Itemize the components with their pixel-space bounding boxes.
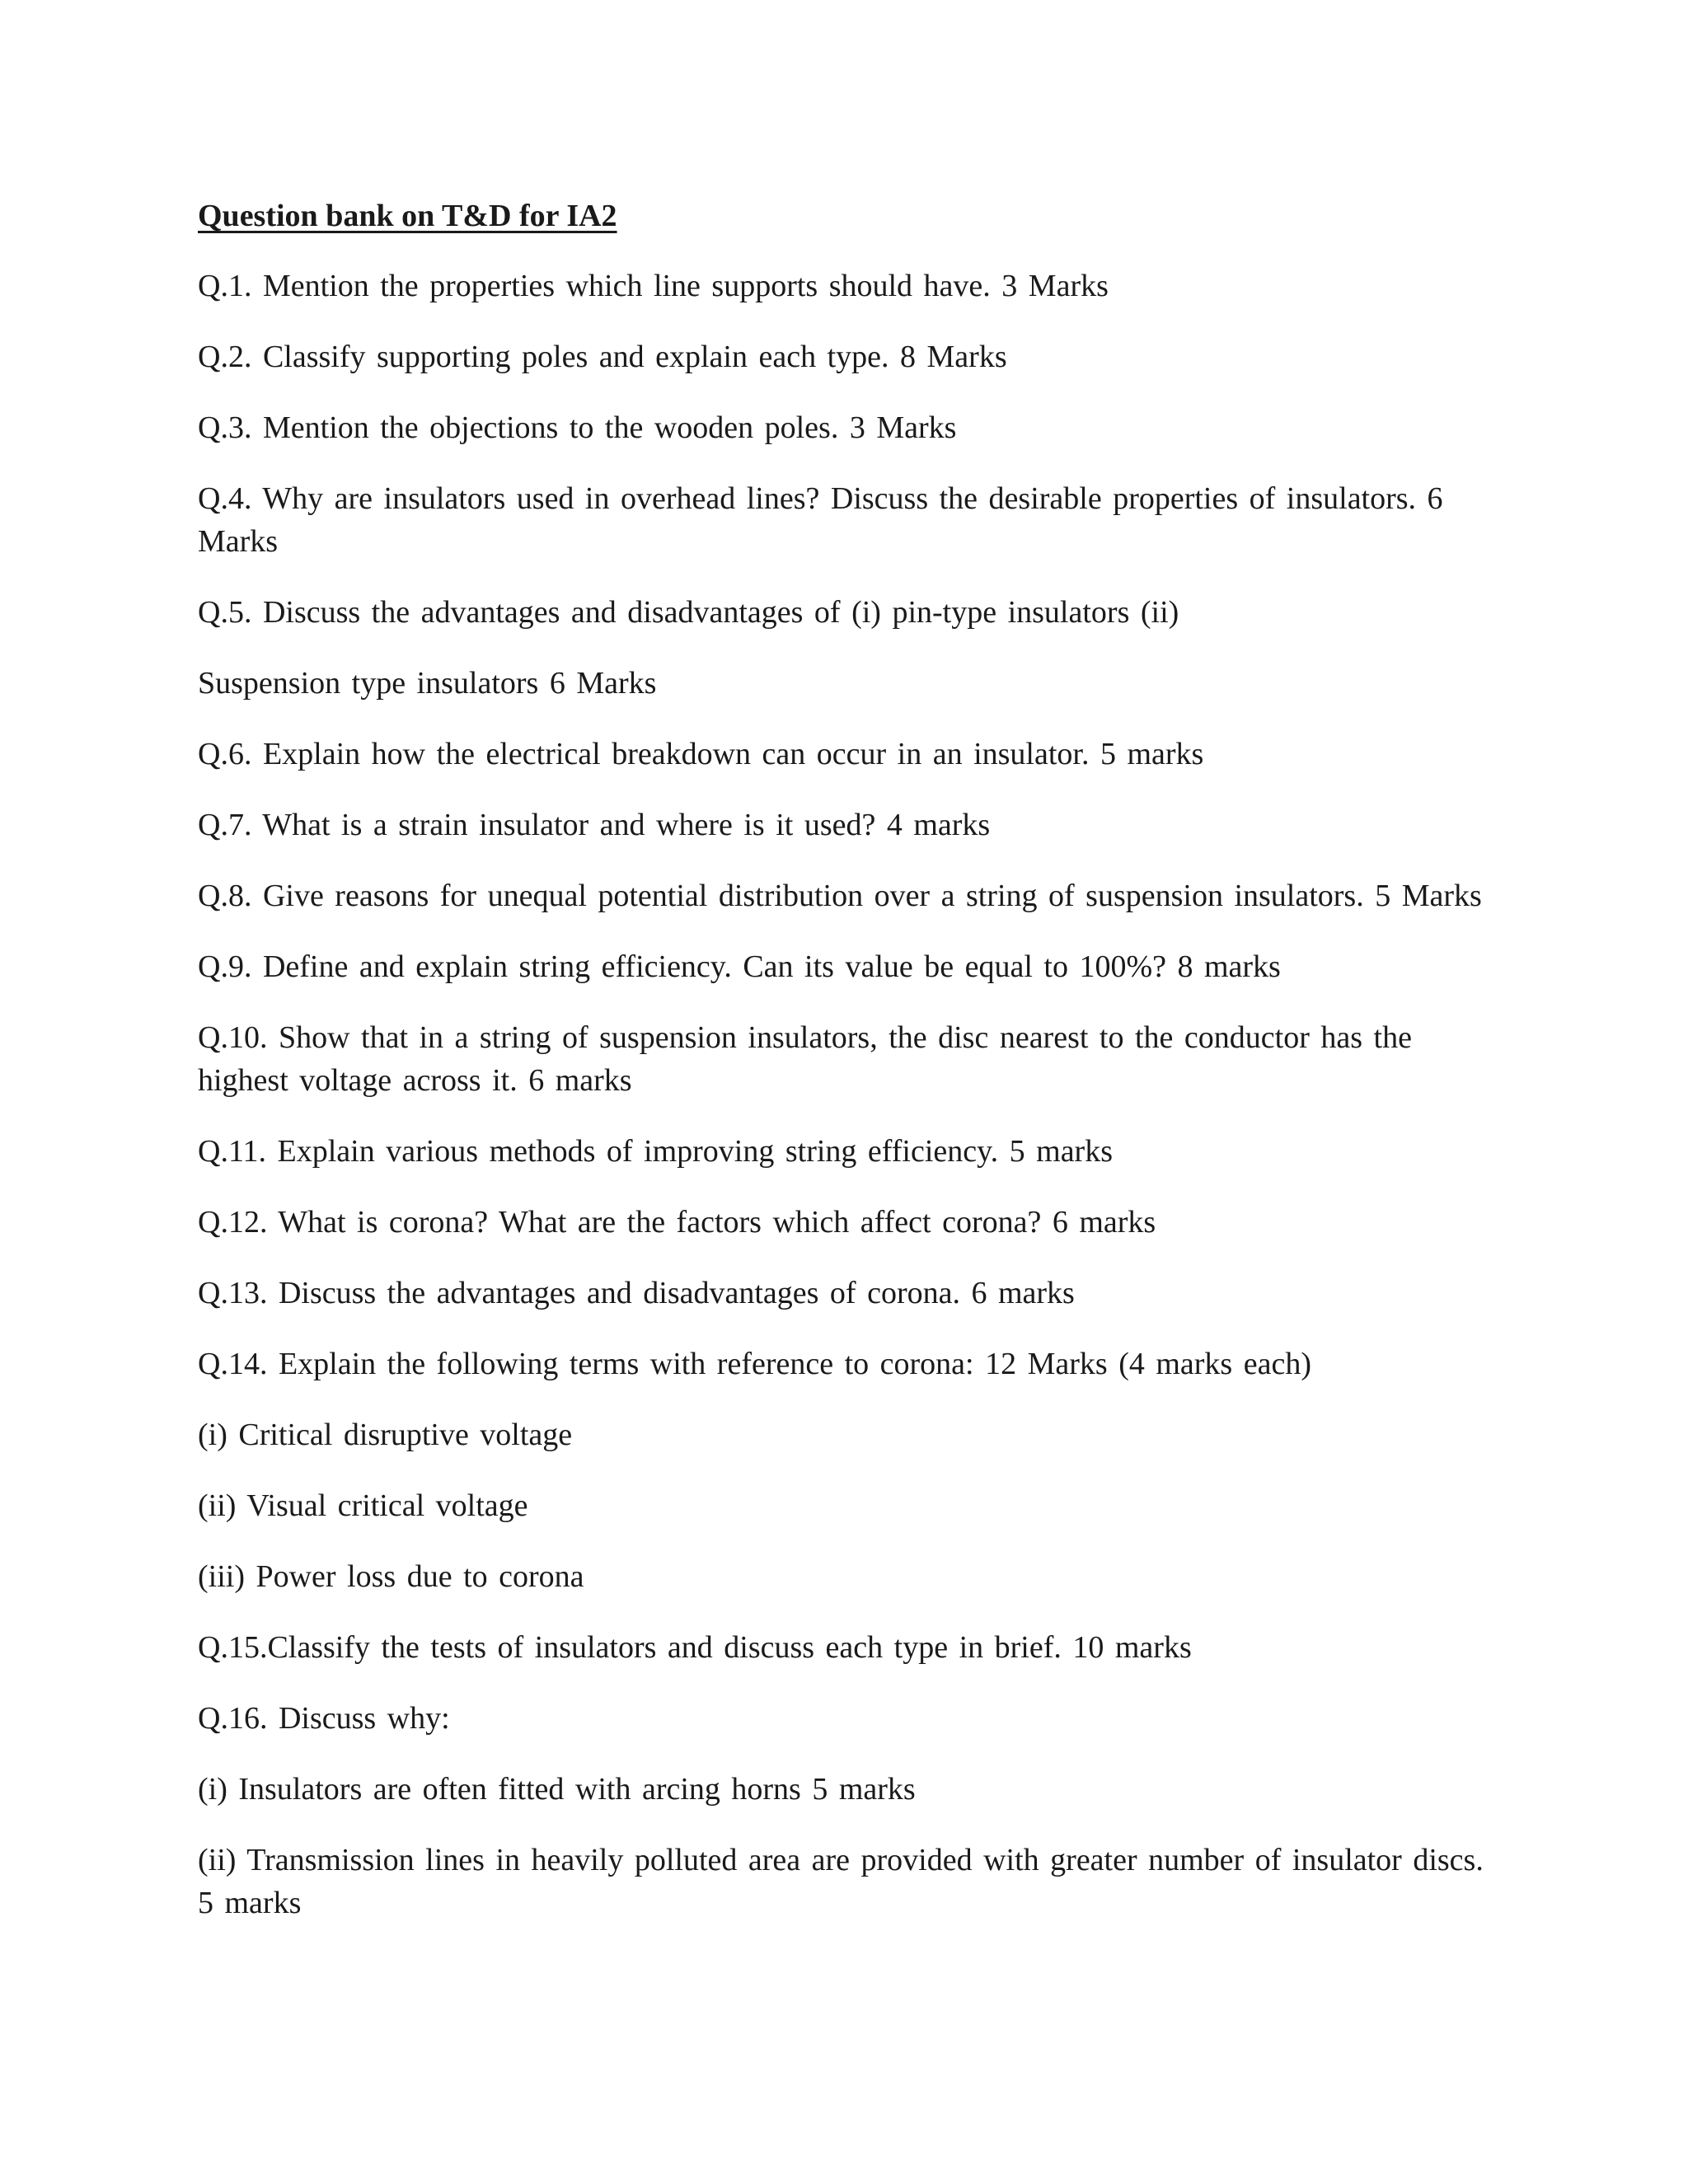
question-10: Q.10. Show that in a string of suspension insulators, the disc nearest to the conductor has the highest voltage across it. 6 marks [198,1020,1412,1098]
question-7: Q.7. What is a strain insulator and where is it used? 4 marks [198,808,991,842]
question-16-item-ii: (ii) Transmission lines in heavily polluted area are provided with greater number of insulator discs. 5 marks [198,1843,1484,1920]
question-15: Q.15.Classify the tests of insulators and discuss each type in brief. 10 marks [198,1630,1192,1665]
question-14-item-i: (i) Critical disruptive voltage [198,1418,573,1452]
document-title: Question bank on T&D for IA2 [198,199,617,233]
question-8: Q.8. Give reasons for unequal potential distribution over a string of suspension insulators. 5 Marks [198,879,1482,913]
question-5: Q.5. Discuss the advantages and disadvantages of (i) pin-type insulators (ii) [198,595,1179,630]
question-1: Q.1. Mention the properties which line supports should have. 3 Marks [198,269,1109,303]
question-12: Q.12. What is corona? What are the factors which affect corona? 6 marks [198,1205,1156,1240]
question-11: Q.11. Explain various methods of improving string efficiency. 5 marks [198,1134,1114,1169]
question-16: Q.16. Discuss why: [198,1701,450,1736]
document-body [198,194,1484,1952]
question-2: Q.2. Classify supporting poles and explain each type. 8 Marks [198,340,1007,374]
question-9: Q.9. Define and explain string efficiency. Can its value be equal to 100%? 8 marks [198,949,1281,984]
question-4: Q.4. Why are insulators used in overhead lines? Discuss the desirable properties of insulators. 6 Marks [198,481,1443,559]
question-6: Q.6. Explain how the electrical breakdown can occur in an insulator. 5 marks [198,737,1204,771]
question-5-continued: Suspension type insulators 6 Marks [198,666,657,701]
question-14-item-iii: (iii) Power loss due to corona [198,1559,584,1594]
question-16-item-i: (i) Insulators are often fitted with arcing horns 5 marks [198,1772,916,1807]
question-14: Q.14. Explain the following terms with reference to corona: 12 Marks (4 marks each) [198,1347,1311,1381]
question-14-item-ii: (ii) Visual critical voltage [198,1488,528,1523]
question-13: Q.13. Discuss the advantages and disadvantages of corona. 6 marks [198,1276,1075,1310]
question-3: Q.3. Mention the objections to the wooden poles. 3 Marks [198,410,957,445]
